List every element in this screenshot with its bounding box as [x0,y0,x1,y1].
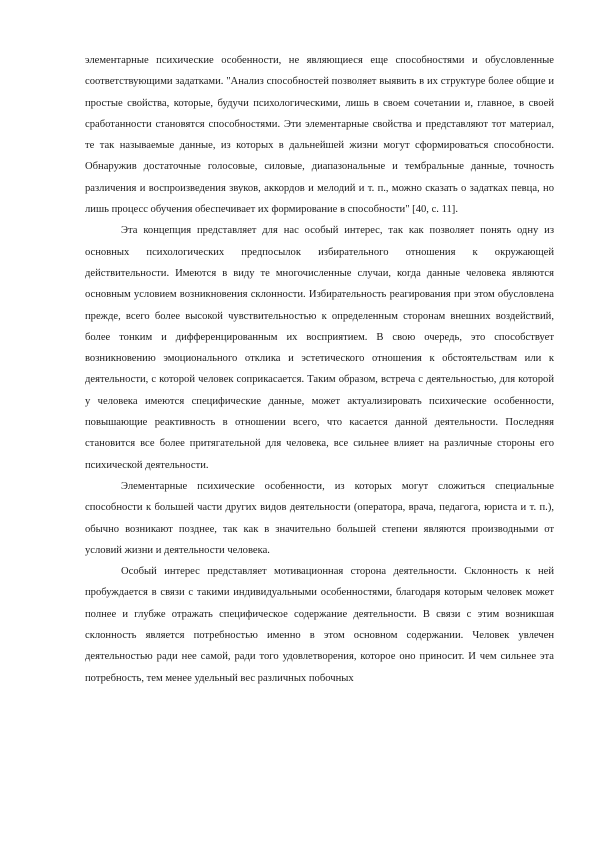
paragraph-continued: элементарные психические особенности, не являющиеся еще способностями и обусловленные соответствующими задатками. "Анализ способностей позволяет выявить в их структуре более общие и простые свойства, которые, будучи психологическими, лишь в своем сочетании и, главное, в своей сработанности становятся способностями. Эти элементарные свойства и представляют тот материал, те так называемые данные, из которых в дальнейшей жизни могут сформироваться способности. Обнаружив достаточные голосовые, силовые, диапазональные и тембральные данные, точность различения и воспроизведения звуков, аккордов и мелодий и т. п., можно сказать о задатках певца, но лишь процесс обучения обеспечивает их формирование в способности" [40, с. 11]. [85,55,554,216]
paragraph-concept-interest: Эта концепция представляет для нас особый интерес, так как позволяет понять одну из основных психологических предпосылок избирательного отношения к окружающей действительности. Имеются в виду те многочисленные случаи, когда данные человека являются основным условием возникновения склонности. Избирательность реагирования при этом обусловлена прежде, всего более высокой чувствительностью к определенным сторонам внешних воздействий, более тонким и дифференцированным их восприятием. В свою очередь, это способствует возникновению эмоционального отклика и эстетического отношения к обстоятельствам или к деятельности, с которой человек соприкасается. Таким образом, встреча с деятельностью, для которой у человека имеются специфические данные, может актуализировать психические особенности, повышающие реактивность в отношении всего, что касается данной деятельности. Последняя становится все более притягательной для человека, все сильнее влияет на различные стороны его психической деятельности. [85,225,554,471]
document-page [85,50,554,689]
paragraph-elementary-features: Элементарные психические особенности, из которых могут сложиться специальные способности к большей части других видов деятельности (оператора, врача, педагога, юриста и т. п.), обычно возникают позднее, так как в значительно большей степени являются производными от условий жизни и деятельности человека. [85,480,554,556]
paragraph-motivation: Особый интерес представляет мотивационная сторона деятельности. Склонность к ней пробуждается в связи с такими индивидуальными особенностями, благодаря которым человек может полнее и глубже отражать специфическое содержание деятельности. В связи с этим возникшая склонность является потребностью именно в этом основном содержании. Человек увлечен деятельностью ради нее самой, ради того удовлетворения, которое оно приносит. И чем сильнее эта потребность, тем менее удельный вес различных побочных [85,566,554,684]
